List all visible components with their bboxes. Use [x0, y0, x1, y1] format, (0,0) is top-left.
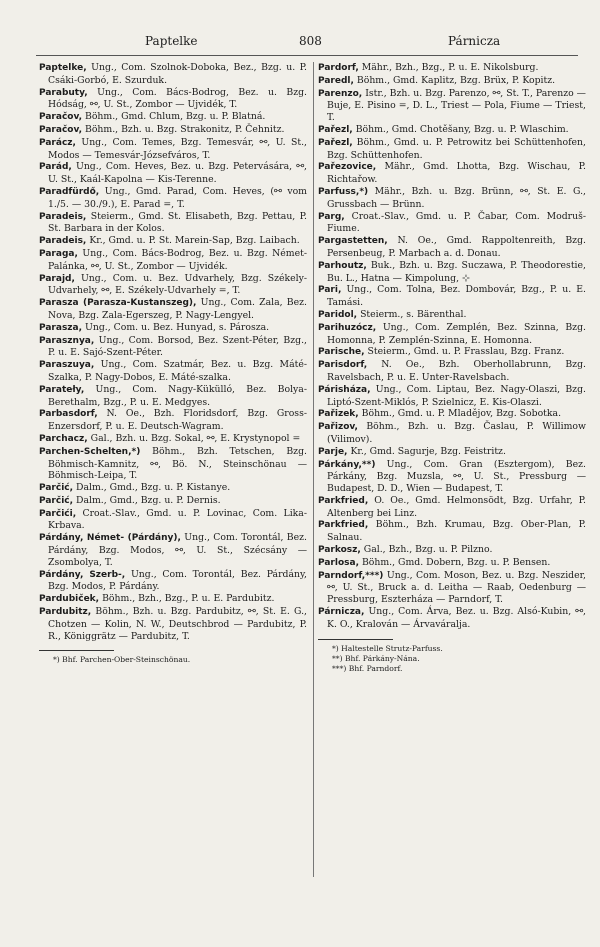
entry-text: N. Oe., Bzh. Oberhollabrunn, Bzg. Ravelsbach, P. u. E. Unter-Ravelsbach. — [327, 359, 586, 383]
gazetteer-entry — [39, 508, 307, 533]
entry-headword: Parndorf,***) — [318, 570, 384, 581]
entry-headword: Paraga, — [39, 248, 78, 259]
entry-text: Steierm., Gmd. u. P. Frasslau, Bzg. Franz. — [367, 346, 565, 358]
gazetteer-entry — [318, 519, 586, 544]
entry-headword: Parčić, — [39, 495, 74, 506]
entry-text: Dalm., Gmd., Bzg. u. P. Dernis. — [76, 494, 221, 506]
entry-text: Ung., Com. Moson, Bez. u. Bzg. Neszider, ⚯, U. St., Bruck a. d. Leitha — Raab, Oedenburg — Pressburg, Eszterháza — Parndorf, T. — [327, 569, 586, 606]
entry-headword: Pari, — [318, 285, 342, 296]
gazetteer-entry — [39, 111, 307, 124]
entry-text: Kr., Gmd. u. P. St. Marein-Sap, Bzg. Laibach. — [89, 235, 300, 247]
entry-text: Böhm., Gmd. Chotěšany, Bzg. u. P. Wlaschim. — [355, 123, 569, 135]
entry-text: Böhm., Gmd. u. P. Petrowitz bei Schüttenhofen, Bzg. Schüttenhofen. — [327, 136, 586, 161]
entry-headword: Parád, — [39, 162, 72, 173]
gazetteer-entry — [318, 186, 586, 211]
gazetteer-entry — [318, 211, 586, 236]
gazetteer-entry — [318, 346, 586, 359]
entry-headword: Parbasdorf, — [39, 409, 98, 420]
entry-text: Istr., Bzh. u. Bzg. Parenzo, ⚯, St. T., Parenzo — Buje, E. Pisino =, D. L., Triest — Pola, Fiume — Triest, T. — [327, 87, 586, 124]
entry-text: Kr., Gmd. Sagurje, Bzg. Feistritz. — [350, 445, 506, 457]
entry-headword: Parg, — [318, 211, 345, 222]
page-number: 808 — [299, 34, 322, 48]
gazetteer-entry — [39, 273, 307, 298]
entry-text: Böhm., Bzh. u. Bzg. Strakonitz, P. Čehnitz. — [84, 123, 285, 135]
entry-headword: Parasza (Parasza-Kustanszeg), — [39, 298, 197, 309]
entry-text: Böhm., Gmd. Kaplitz, Bzg. Brüx, P. Kopitz. — [356, 74, 556, 86]
entry-headword: Parasznya, — [39, 335, 95, 346]
gazetteer-entry — [39, 593, 307, 606]
entry-headword: Parčići, — [39, 508, 77, 519]
entry-headword: Parische, — [318, 347, 365, 358]
entry-text: Dalm., Gmd., Bzg. u. P. Kistanye. — [76, 482, 231, 494]
entry-headword: Parisdorf, — [318, 360, 368, 371]
gazetteer-entry — [318, 408, 586, 421]
entry-text: Ung., Com. Nagy-Kükülló, Bez. Bolya-Berethalm, Bzg., P. u. E. Medgyes. — [48, 383, 307, 408]
left-column — [39, 62, 307, 665]
gazetteer-entry — [318, 570, 586, 606]
entry-headword: Paredl, — [318, 75, 354, 86]
entry-text: Böhm., Gmd. Dobern, Bzg. u. P. Bensen. — [361, 556, 551, 568]
gazetteer-entry — [318, 260, 586, 285]
entry-text: Mähr., Gmd. Lhotta, Bzg. Wischau, P. Richtařow. — [327, 161, 586, 186]
entry-headword: Parihuzócz, — [318, 322, 377, 333]
entry-headword: Parhoutz, — [318, 260, 367, 271]
gazetteer-entry — [318, 309, 586, 322]
gazetteer-entry — [318, 124, 586, 137]
entry-text: O. Oe., Gmd. Helmonsödt, Bzg. Urfahr, P. Altenberg bei Linz. — [327, 494, 586, 519]
entry-headword: Parabuty, — [39, 87, 88, 98]
entry-headword: Parkfried, — [318, 520, 369, 531]
right-column — [318, 62, 586, 674]
entry-headword: Parchen-Schelten,*) — [39, 446, 141, 457]
entry-text: Croat.-Slav., Gmd. u. P. Čabar, Com. Modruš-Fiume. — [327, 210, 586, 235]
entry-headword: Párnicza, — [318, 607, 365, 618]
footnote-rule — [39, 650, 114, 651]
gazetteer-entry — [39, 87, 307, 112]
entry-headword: Pařizov, — [318, 422, 358, 433]
gazetteer-entry — [39, 384, 307, 409]
entry-text: Böhm., Bzh. u. Bzg. Časlau, P. Willimow (Vilimov). — [327, 421, 586, 445]
entry-headword: Pargastetten, — [318, 236, 388, 247]
entry-text: Ung., Com. Szolnok-Doboka, Bez., Bzg. u. P. Csáki-Gorbó, E. Szurduk. — [48, 62, 307, 86]
entry-headword: Parajd, — [39, 273, 75, 284]
gazetteer-entry — [39, 124, 307, 137]
entry-text: Steierm., s. Bärenthal. — [360, 308, 467, 320]
entry-text: Ung., Com. Zala, Bez. Nova, Bzg. Zala-Egerszeg, P. Nagy-Lengyel. — [48, 297, 307, 321]
gazetteer-entry — [318, 446, 586, 459]
entry-text: Mähr., Bzh., Bzg., P. u. E. Nikolsburg. — [361, 62, 539, 73]
entry-text: Gal., Bzh. u. Bzg. Sokal, ⚯, E. Krystynopol = — [90, 432, 301, 444]
gazetteer-entry — [318, 459, 586, 495]
entry-headword: Parkfried, — [318, 495, 369, 506]
gazetteer-entry — [39, 211, 307, 236]
gazetteer-entry — [39, 186, 307, 211]
gazetteer-entry — [318, 235, 586, 260]
entry-text: Ung., Com. Temes, Bzg. Temesvár, ⚯, U. St., Modos — Temesvár-Józsefváros, T. — [48, 136, 307, 161]
gazetteer-entry — [318, 88, 586, 124]
gazetteer-entry — [318, 62, 586, 75]
footnote-rule — [318, 639, 393, 640]
gazetteer-entry — [318, 322, 586, 347]
entry-text: Mähr., Bzh. u. Bzg. Brünn, ⚯, St. E. G., Grussbach — Brünn. — [327, 185, 586, 210]
gazetteer-entry — [39, 446, 307, 482]
entry-headword: Párdány, Szerb-, — [39, 569, 126, 580]
gazetteer-entry — [318, 606, 586, 631]
gazetteer-entry — [39, 322, 307, 335]
entry-headword: Parasza, — [39, 322, 83, 333]
entry-headword: Pardorf, — [318, 63, 359, 73]
entry-text: Buk., Bzh. u. Bzg. Suczawa, P. Theodorestie, Bu. L., Hatna — Kimpolung, ⊹ — [327, 259, 586, 284]
gazetteer-entry — [39, 335, 307, 360]
entry-headword: Parfuss,*) — [318, 186, 369, 197]
entry-text: Ung., Com. Heves, Bez. u. Bzg. Petervására, ⚯, U. St., Kaál-Kapolna — Kis-Terenne. — [48, 161, 307, 186]
entry-text: Ung., Com. u. Bez. Hunyad, s. Párosza. — [85, 321, 270, 333]
entry-text: Böhm., Gmd. Chlum, Bzg. u. P. Blatná. — [84, 111, 266, 123]
entry-headword: Pařizek, — [318, 409, 359, 420]
entry-headword: Pařezl, — [318, 137, 353, 148]
entry-headword: Pardubiček, — [39, 594, 100, 605]
entry-text: Ung., Com. Bács-Bodrog, Bez. u. Bzg. Hódság, ⚯, U. St., Zombor — Ujvidék, T. — [48, 86, 307, 111]
footnote: **) Bhf. Párkány-Nána. — [332, 653, 420, 663]
header-left-keyword: Paptelke — [145, 34, 198, 48]
entry-headword: Párdány, Német- (Párdány), — [39, 533, 181, 544]
entry-headword: Paračov, — [39, 112, 83, 123]
footnote: *) Bhf. Parchen-Ober-Steinschönau. — [53, 655, 191, 665]
entry-headword: Parchacz, — [39, 433, 88, 444]
entry-headword: Paraszuya, — [39, 360, 95, 371]
entry-headword: Parčić, — [39, 483, 74, 494]
entry-headword: Paradfürdő, — [39, 186, 100, 197]
gazetteer-entry — [318, 557, 586, 570]
gazetteer-entry — [318, 359, 586, 384]
entry-text: Ung., Com. Liptau, Bez. Nagy-Olaszi, Bzg. Liptó-Szent-Miklós, P. Szielnicz, E. Kis-Olaszi. — [327, 383, 586, 408]
footnote: *) Haltestelle Strutz-Parfuss. — [332, 643, 443, 653]
entry-headword: Parenzo, — [318, 88, 363, 99]
gazetteer-entry — [39, 235, 307, 248]
gazetteer-entry — [318, 384, 586, 409]
entry-text: Ung., Com. Torontál, Bez. Párdány, Bzg. Modos, ⚯, U. St., Szécsány — Zsombolya, T. — [48, 532, 307, 568]
entry-headword: Paradeis, — [39, 211, 87, 222]
entry-text: Croat.-Slav., Gmd. u. P. Lovinac, Com. Lika-Krbava. — [48, 507, 307, 532]
gazetteer-entry — [318, 284, 586, 309]
entry-text: N. Oe., Bzh. Floridsdorf, Bzg. Gross-Enzersdorf, P. u. E. Deutsch-Wagram. — [48, 408, 307, 433]
entry-text: Ung., Gmd. Parad, Com. Heves, (⚯ vom 1./5. — 30./9.), E. Parad =, T. — [48, 185, 307, 210]
entry-headword: Pařezovice, — [318, 162, 377, 173]
entry-text: Ung., Com. Bács-Bodrog, Bez. u. Bzg. Német-Palánka, ⚯, U. St., Zombor — Ujvidék. — [48, 247, 307, 272]
entry-headword: Parje, — [318, 446, 348, 457]
entry-headword: Parkosz, — [318, 545, 361, 556]
entry-text: Böhm., Gmd. u. P. Mladějov, Bzg. Sobotka. — [361, 408, 562, 420]
entry-text: Böhm., Bzh., Bzg., P. u. E. Pardubitz. — [102, 593, 275, 605]
gazetteer-entry — [39, 161, 307, 186]
gazetteer-entry — [39, 532, 307, 568]
entry-text: Ung., Com. Torontál, Bez. Párdány, Bzg. Modos, P. Párdány. — [48, 568, 307, 593]
gazetteer-entry — [318, 75, 586, 88]
header-right-keyword: Párnicza — [448, 34, 501, 48]
entry-text: Gal., Bzh., Bzg. u. P. Pilzno. — [363, 544, 493, 556]
entry-text: Ung., Com. Tolna, Bez. Dombovár, Bzg., P. u. E. Tamási. — [327, 284, 586, 309]
entry-text: Böhm., Bzh. Krumau, Bzg. Ober-Plan, P. Salnau. — [327, 519, 586, 544]
gazetteer-entry — [39, 606, 307, 642]
entry-text: Böhm., Bzh. Tetschen, Bzg. Böhmisch-Kamnitz, ⚯, Bö. N., Steinschönau — Böhmisch-Leipa, T. — [48, 445, 307, 482]
gazetteer-entry — [318, 137, 586, 162]
gazetteer-entry — [39, 62, 307, 87]
entry-headword: Parácz, — [39, 137, 76, 148]
entry-headword: Paridol, — [318, 309, 358, 320]
entry-text: Ung., Com. u. Bez. Udvarhely, Bzg. Székely-Udvarhely, ⚯, E. Székely-Udvarhely =, T. — [48, 272, 307, 297]
entry-headword: Parlosa, — [318, 557, 359, 568]
entry-headword: Parateły, — [39, 384, 85, 395]
entry-headword: Párisháza, — [318, 384, 371, 395]
gazetteer-entry — [39, 433, 307, 446]
gazetteer-entry — [318, 495, 586, 520]
gazetteer-entry — [318, 544, 586, 557]
entry-text: Ung., Com. Zemplén, Bez. Szinna, Bzg. Homonna, P. Zemplén-Szinna, E. Homonna. — [327, 321, 586, 346]
entry-headword: Paradeis, — [39, 236, 87, 247]
entry-text: Böhm., Bzh. u. Bzg. Pardubitz, ⚯, St. E. G., Chotzen — Kolin, N. W., Deutschbrod — Pardubitz, P. R., Königgrätz — Pardubitz, T. — [48, 606, 307, 642]
entry-headword: Paračov, — [39, 124, 83, 135]
gazetteer-entry — [39, 569, 307, 594]
entry-headword: Pařezl, — [318, 124, 353, 135]
page-header — [40, 34, 575, 52]
entry-text: Ung., Com. Szatmár, Bez. u. Bzg. Máté-Szalka, P. Nagy-Dobos, E. Máté-szalka. — [48, 359, 307, 383]
entry-text: Ung., Com. Gran (Esztergom), Bez. Párkány, Bzg. Muzsla, ⚯, U. St., Pressburg — Budapest, D. D., Wien — Budapest, T. — [327, 458, 586, 495]
gazetteer-entry — [39, 248, 307, 273]
gazetteer-entry — [39, 359, 307, 384]
entry-text: Steierm., Gmd. St. Elisabeth, Bzg. Pettau, P. St. Barbara in der Kolos. — [48, 210, 307, 235]
entry-headword: Pardubitz, — [39, 607, 92, 618]
gazetteer-entry — [39, 482, 307, 495]
header-rule — [36, 55, 578, 56]
entry-text: Ung., Com. Árva, Bez. u. Bzg. Alsó-Kubin, ⚯, K. O., Kralován — Árvaváralja. — [327, 606, 586, 630]
entry-headword: Paptelke, — [39, 63, 87, 73]
entry-text: Ung., Com. Borsod, Bez. Szent-Péter, Bzg., P. u. E. Sajó-Szent-Péter. — [48, 334, 307, 359]
entry-headword: Párkány,**) — [318, 459, 376, 470]
gazetteer-entry — [39, 408, 307, 433]
entry-text: N. Oe., Gmd. Rappoltenreith, Bzg. Persenbeug, P. Marbach a. d. Donau. — [327, 235, 586, 259]
gazetteer-entry — [318, 421, 586, 446]
gazetteer-entry — [39, 495, 307, 508]
gazetteer-entry — [39, 297, 307, 322]
footnote: ***) Bhf. Parndorf. — [332, 663, 403, 673]
gazetteer-entry — [39, 137, 307, 162]
column-divider — [313, 62, 314, 877]
gazetteer-entry — [318, 161, 586, 186]
